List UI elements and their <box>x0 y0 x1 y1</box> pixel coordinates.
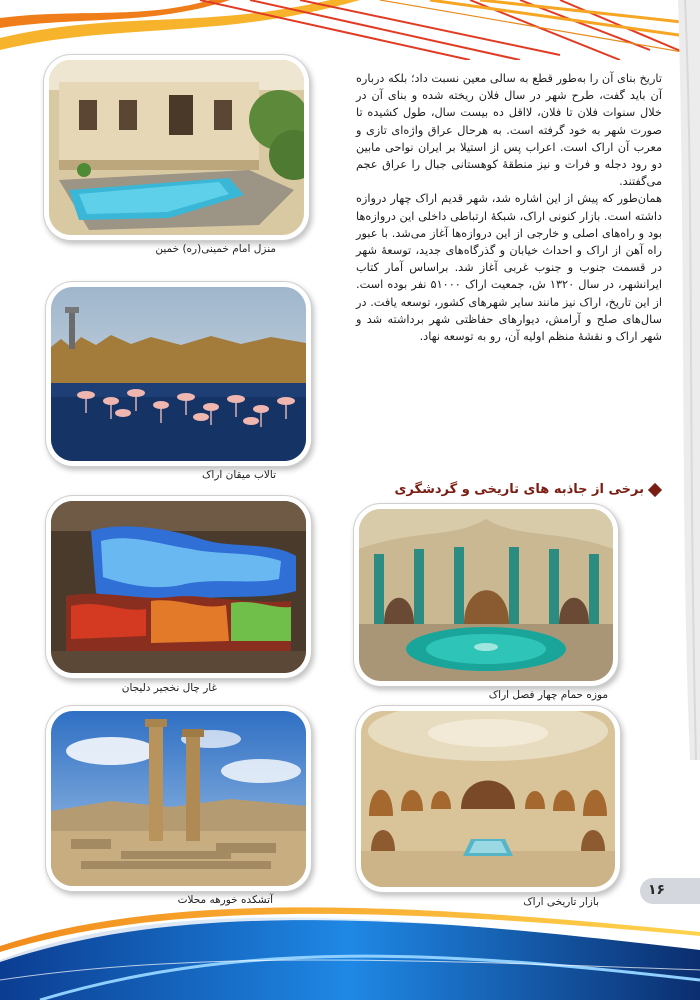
photo-bazaar <box>361 711 615 887</box>
caption-bathhouse: موزه حمام چهار فصل اراک <box>488 689 608 701</box>
paragraph-2: همان‌طور که پیش از این اشاره شد، شهر قدیم اراک چهار دروازه داشته است. بازار کنونی اراک، شبکهٔ ارتباطی داخلی این دروازه‌ها بود و راه‌های اصلی و خارجی از این دروازه‌ها آغاز می‌شد. با عبور راه آهن از اراک و احداث خیابان و گذرگاه‌های جدید، توسعهٔ شهر در قسمت جنوب و جنوب غربی آغاز شد. براساس آمار کتاب ایرانشهر، در سال ۱۳۲۰ ش، جمعیت اراک ۵۱۰۰۰ نفر بوده است. از این تاریخ، اراک نیز مانند سایر شهرهای کشور، توسعه یافت. در سال‌های صلح و آرامش، دیوارهای حفاظتی شهر برداشته شد و شهر اراک و نقشهٔ منظم اولیه آن، رو به توسعه نهاد. <box>356 192 662 344</box>
caption-cave: غار چال نخجیر دلیجان <box>121 682 217 694</box>
top-decoration <box>0 0 700 60</box>
photo-cave <box>51 501 306 673</box>
photo-meyghan-lagoon <box>51 287 306 461</box>
caption-khomeini-house: منزل امام خمینی(ره) خمین <box>155 243 276 255</box>
page-number: ۱۶ <box>648 882 666 898</box>
diamond-bullet-icon <box>648 482 662 496</box>
caption-meyghan-lagoon: تالاب میقان اراک <box>202 469 276 481</box>
article-text <box>356 70 662 345</box>
section-heading-text: برخی از جاذبه های تاریخی و گردشگری <box>394 482 644 497</box>
photo-bathhouse <box>359 509 613 681</box>
section-heading <box>360 482 660 497</box>
caption-bazaar: بازار تاریخی اراک <box>523 896 599 908</box>
right-decoration <box>660 0 700 760</box>
photo-khomeini-house <box>49 60 304 235</box>
page-number-tab <box>640 878 700 904</box>
caption-fire-temple: آتشکده خورهه محلات <box>177 894 273 906</box>
photo-fire-temple <box>51 711 306 886</box>
paragraph-1: تاریخ بنای آن را به‌طور قطع به سالی معین نسبت داد؛ بلکه درباره آن باید گفت، طرح شهر در سال فلان ریخته شده و بنای آن در خلال سنوات فلان تا فلان، لااقل ده بیست سال، طول کشیده تا صورت شهر به خود گرفته است. به هرحال عراق واژه‌ای تازی و معرب آن اراک است. اعراب پس از استیلا بر ایران نواحی مابین دو رود دجله و فرات و نیز منطقهٔ کوهستانی جبال را عراق عجم می‌گفتند. <box>356 72 662 189</box>
